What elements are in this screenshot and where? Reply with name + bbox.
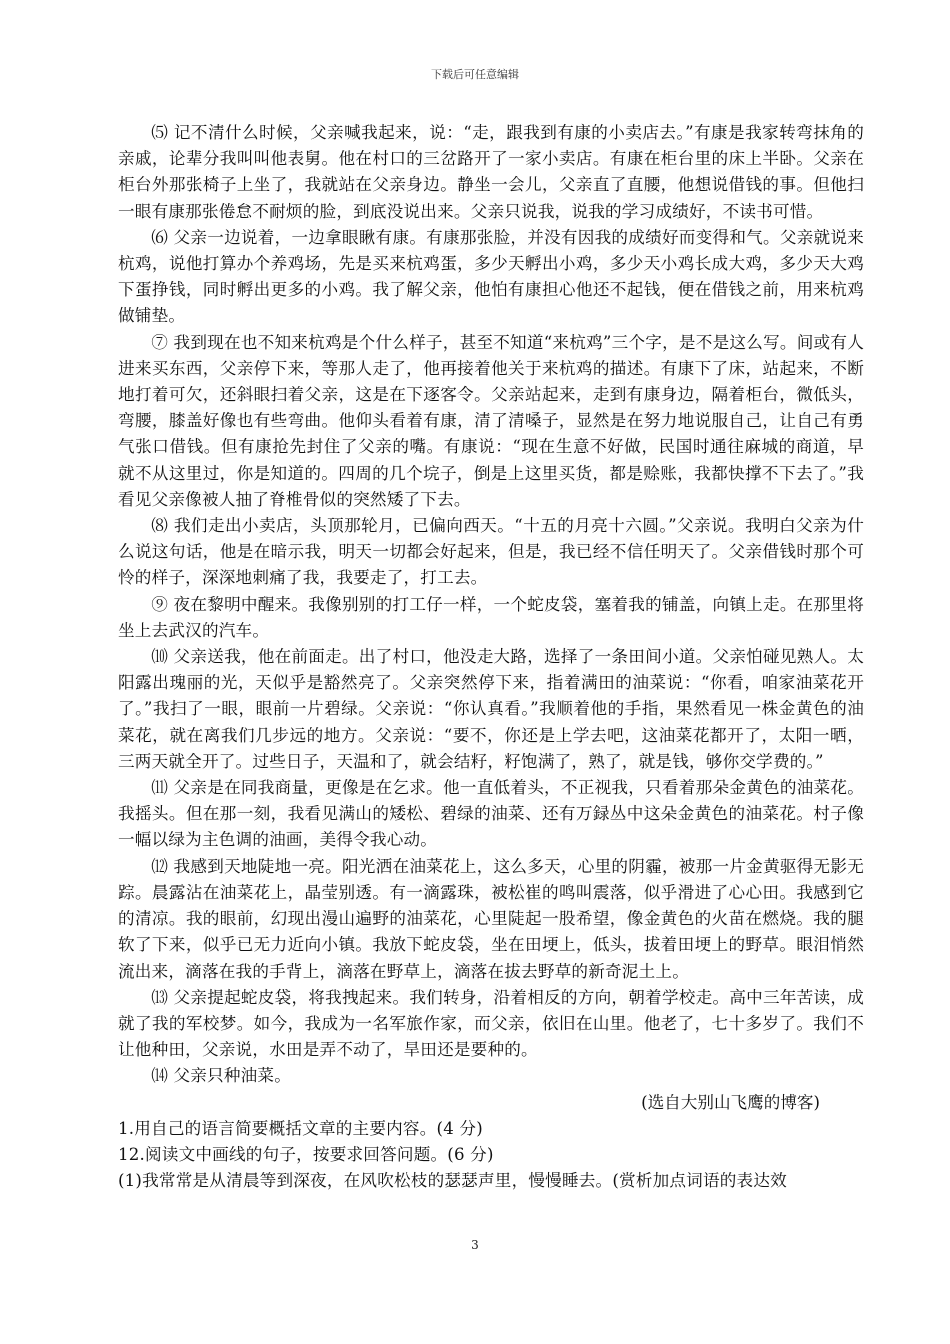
page-header: 下载后可任意编辑 xyxy=(431,68,519,81)
article-source: (选自大别山飞鹰的博客) xyxy=(641,1092,820,1112)
paragraph-14: ⒁ 父亲只种油菜。 xyxy=(151,1066,292,1086)
paragraph-10: ⑽ 父亲送我，他在前面走。出了村口，他没走大路，选择了一条田间小道。父亲怕碰见熟人。太阳露出瑰丽的光，天似乎是豁然亮了。父亲突然停下来，指着满田的油菜说：“你看，咱家油菜花开了。”我扫了一眼，眼前一片碧绿。父亲说：“你认真看。”我顺着他的手指，果然看见一株金黄色的油菜花，就在离我们几步远的地方。父亲说：“要不，你还是上学去吧，这油菜花都开了，太阳一晒，三两天就全开了。过些日子，天温和了，就会结籽，籽饱满了，熟了，就是钱，够你交学费的。” xyxy=(118,647,864,771)
paragraph-13: ⒀ 父亲提起蛇皮袋，将我拽起来。我们转身，沿着相反的方向，朝着学校走。高中三年苦读，成就了我的军校梦。如今，我成为一名军旅作家，而父亲，依旧在山里。他老了，七十多岁了。我们不让他种田，父亲说，水田是弄不动了，旱田还是要种的。 xyxy=(118,987,864,1060)
paragraph-6: ⑹ 父亲一边说着，一边拿眼瞅有康。有康那张脸，并没有因我的成绩好而变得和气。父亲就说来杭鸡，说他打算办个养鸡场，先是买来杭鸡蛋，多少天孵出小鸡，多少天小鸡长成大鸡，多少天大鸡下蛋挣钱，同时孵出更多的小鸡。我了解父亲，他怕有康担心他还不起钱，便在借钱之前，用来杭鸡做铺垫。 xyxy=(118,227,864,326)
question-12-sub-1: (1)我常常是从清晨等到深夜，在风吹松枝的瑟瑟声里，慢慢睡去。(赏析加点词语的表达效 xyxy=(118,1171,787,1191)
paragraph-7: ⑦ 我到现在也不知来杭鸡是个什么样子，甚至不知道“来杭鸡”三个字，是不是这么写。间或有人进来买东西，父亲停下来，等那人走了，他再接着他关于来杭鸡的描述。有康下了床，站起来，不断地打着可欠，还斜眼扫着父亲，这是在下逐客令。父亲站起来，走到有康身边，隔着柜台，微低头，弯腰，膝盖好像也有些弯曲。他仰头看着有康，清了清嗓子，显然是在努力地说服自己，让自己有勇气张口借钱。但有康抢先封住了父亲的嘴。有康说：“现在生意不好做，民国时通往麻城的商道，早就不从这里过，你是知道的。四周的几个垸子，倒是上这里买货，都是赊账，我都快撑不下去了。”我看见父亲像被人抽了脊椎骨似的突然矮了下去。 xyxy=(118,332,864,509)
question-12: 12.阅读文中画线的句子，按要求回答问题。(6 分) xyxy=(118,1144,494,1164)
paragraph-5: ⑸ 记不清什么时候，父亲喊我起来，说：“走，跟我到有康的小卖店去。”有康是我家转弯抹角的亲戚，论辈分我叫叫他表舅。他在村口的三岔路开了一家小卖店。有康在柜台里的床上半卧。父亲在柜台外那张椅子上坐了，我就站在父亲身边。静坐一会儿，父亲直了直腰，他想说借钱的事。但他扫一眼有康那张倦怠不耐烦的脸，到底没说出来。父亲只说我，说我的学习成绩好，不读书可惜。 xyxy=(118,123,864,221)
paragraph-12: ⑿ 我感到天地陡地一亮。阳光洒在油菜花上，这么多天，心里的阴霾，被那一片金黄驱得无影无踪。晨露沾在油菜花上，晶莹别透。有一滴露珠，被松崔的鸣叫震落，似乎滑进了心心田。我感到它的清凉。我的眼前，幻现出漫山遍野的油菜花，心里陡起一股希望，像金黄色的火苗在燃烧。我的腿软了下来，似乎已无力近向小镇。我放下蛇皮袋，坐在田埂上，低头，拔着田埂上的野草。眼泪悄然流出来，滴落在我的手背上，滴落在野草上，滴落在拔去野草的新奇泥土上。 xyxy=(118,856,864,981)
paragraph-8: ⑻ 我们走出小卖店，头顶那轮月，已偏向西天。“十五的月亮十六圆。”父亲说。我明白父亲为什么说这句话，他是在暗示我，明天一切都会好起来，但是，我已经不信任明天了。父亲借钱时那个可怜的样子，深深地刺痛了我，我要走了，打工去。 xyxy=(118,516,864,588)
paragraph-9: ⑨ 夜在黎明中醒来。我像别别的打工仔一样，一个蛇皮袋，塞着我的铺盖，向镇上走。在那里将坐上去武汉的汽车。 xyxy=(118,594,864,640)
page-number: 3 xyxy=(471,1238,479,1252)
question-1: 1.用自己的语言简要概括文章的主要内容。(4 分) xyxy=(118,1118,483,1138)
paragraph-11: ⑾ 父亲是在同我商量，更像是在乞求。他一直低着头，不正视我，只看着那朵金黄色的油菜花。我摇头。但在那一刻，我看见满山的矮松、碧绿的油菜、还有万録丛中这朵金黄色的油菜花。村子像一幅以绿为主色调的油画，美得令我心动。 xyxy=(118,778,864,850)
article-body xyxy=(118,120,864,1194)
